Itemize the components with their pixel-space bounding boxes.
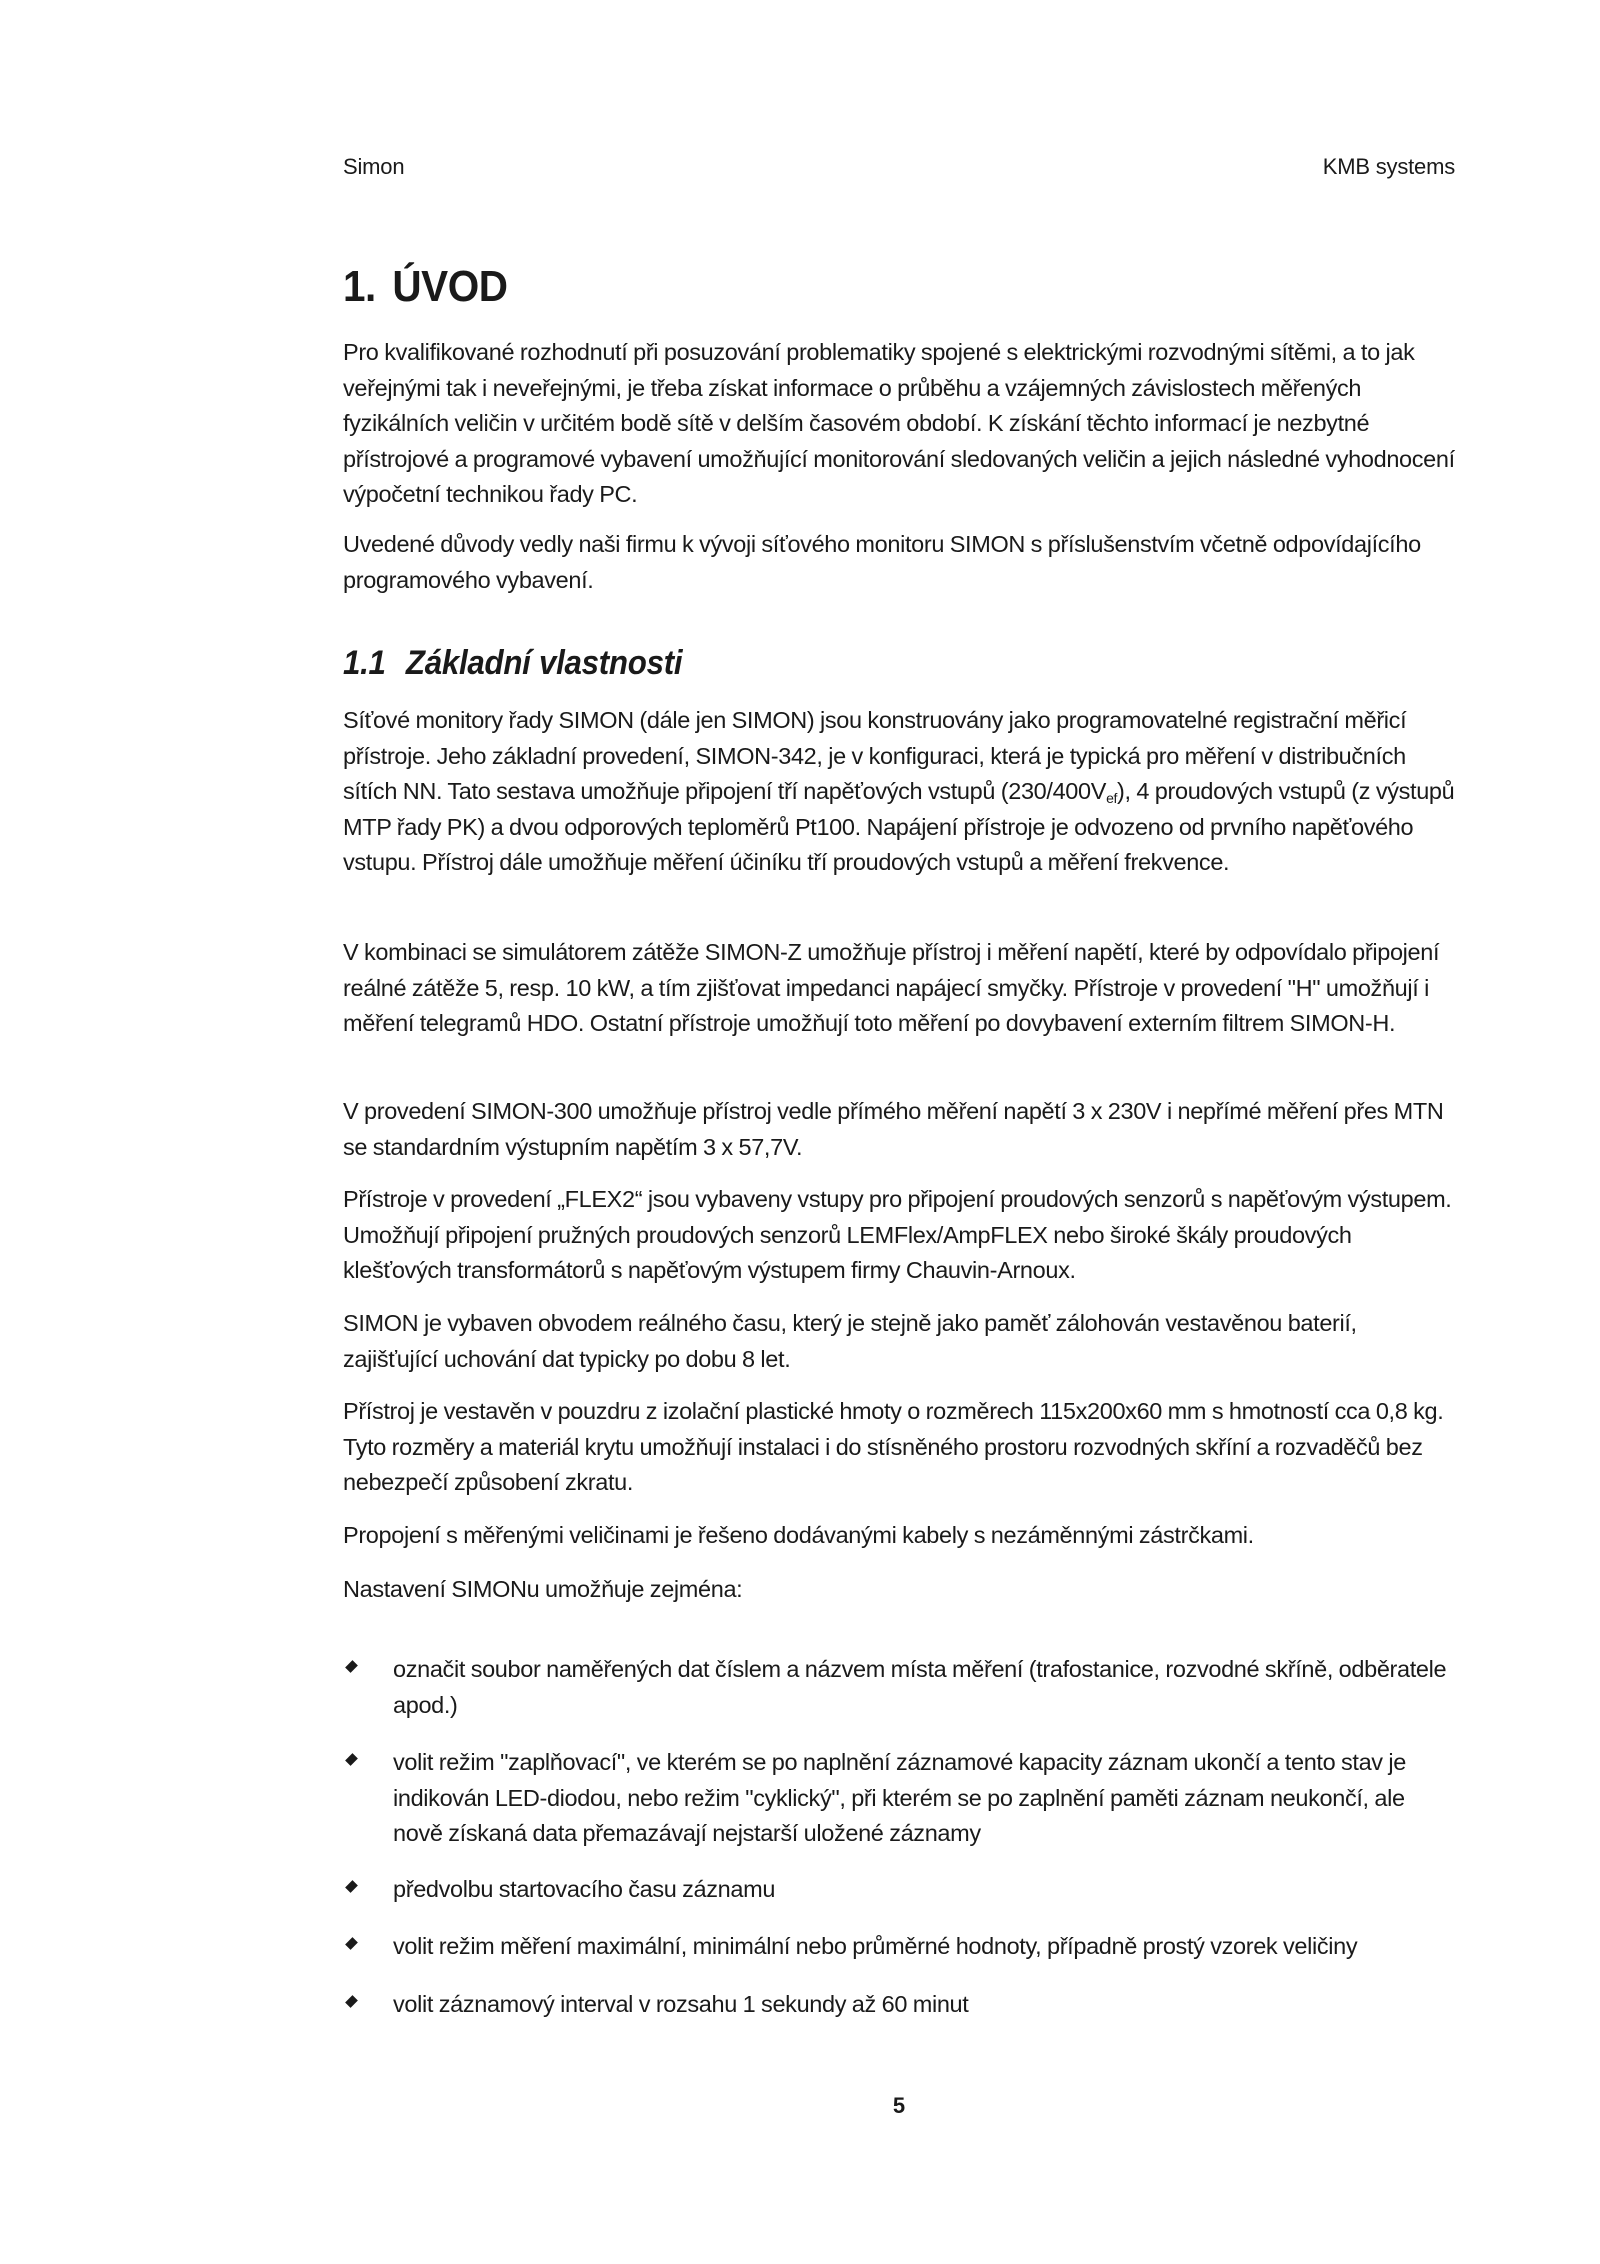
chapter-heading (343, 262, 508, 312)
diamond-bullet-icon (345, 1997, 358, 2010)
p1-part-b: ), 4 proudových vstupů (z výstupů MTP řady PK) a dvou odporových teploměrů Pt100. Napájení přístroje je odvozeno od prvního napěťového vstupu. Přístroj dále umožňuje měření účiníku tří proudových vstupů a měření frekvence. (343, 778, 1455, 876)
list-item-text: označit soubor naměřených dat číslem a názvem místa měření (trafostanice, rozvodné skříně, odběratele apod.) (393, 1656, 1447, 1718)
chapter-title: ÚVOD (392, 262, 508, 311)
p1-subscript: ef (1106, 790, 1118, 807)
list-item-text: volit režim "zaplňovací", ve kterém se po naplnění záznamové kapacity záznam ukončí a tento stav je indikován LED-diodou, nebo režim "cyklický", při kterém se po zaplnění paměti záznam neukončí, ale nově získaná data přemazávají nejstarší uložené záznamy (393, 1749, 1406, 1847)
section-paragraph-8: Nastavení SIMONu umožňuje zejména: (343, 1576, 743, 1602)
p1-part-a: Síťové monitory řady SIMON (dále jen SIMON) jsou konstruovány jako programovatelné registrační měřicí přístroje. Jeho základní provedení, SIMON-342, je v konfiguraci, která je typická pro měření v distribučních sítích NN. Tato sestava umožňuje připojení tří napěťových vstupů (230/400V (343, 707, 1407, 805)
section-paragraph-3: V provedení SIMON-300 umožňuje přístroj vedle přímého měření napětí 3 x 230V i nepřímé měření přes MTN se standardním výstupním napětím 3 x 57,7V. (343, 1098, 1444, 1160)
list-item-text: volit režim měření maximální, minimální nebo průměrné hodnoty, případně prostý vzorek veličiny (393, 1933, 1358, 1959)
diamond-bullet-icon (345, 1939, 358, 1952)
section-title: Základní vlastnosti (405, 644, 683, 682)
section-paragraph-7: Propojení s měřenými veličinami je řešeno dodávanými kabely s nezáměnnými zástrčkami. (343, 1522, 1254, 1548)
intro-paragraph-1: Pro kvalifikované rozhodnutí při posuzování problematiky spojené s elektrickými rozvodnými sítěmi, a to jak veřejnými tak i neveřejnými, je třeba získat informace o průběhu a vzájemných závislostech měřených fyzikálních veličin v určitém bodě sítě v delším časovém období. K získání těchto informací je nezbytné přístrojové a programové vybavení umožňující monitorování sledovaných veličin a jejich následné vyhodnocení výpočetní technikou řady PC. (343, 339, 1455, 508)
chapter-number: 1. (343, 262, 376, 311)
list-item-text: volit záznamový interval v rozsahu 1 sekundy až 60 minut (393, 1991, 969, 2017)
section-number: 1.1 (343, 644, 386, 682)
diamond-bullet-icon (345, 1662, 358, 1675)
header-left: Simon (343, 154, 405, 179)
diamond-bullet-icon (345, 1755, 358, 1768)
diamond-bullet-icon (345, 1882, 358, 1895)
section-paragraph-6: Přístroj je vestavěn v pouzdru z izolační plastické hmoty o rozměrech 115x200x60 mm s hmotností cca 0,8 kg. Tyto rozměry a materiál krytu umožňují instalaci i do stísněného prostoru rozvodných skříní a rozvaděčů bez nebezpečí způsobení zkratu. (343, 1398, 1444, 1496)
section-paragraph-5: SIMON je vybaven obvodem reálného času, který je stejně jako paměť zálohován vestavěnou baterií, zajišťující uchování dat typicky po dobu 8 let. (343, 1310, 1357, 1372)
header-right: KMB systems (1322, 154, 1455, 179)
section-heading (343, 644, 682, 683)
page-number: 5 (892, 2093, 906, 2118)
running-header (343, 154, 1455, 184)
intro-paragraph-2: Uvedené důvody vedly naši firmu k vývoji síťového monitoru SIMON s příslušenstvím včetně odpovídajícího programového vybavení. (343, 531, 1421, 593)
section-paragraph-1 (343, 703, 1455, 881)
section-paragraph-4: Přístroje v provedení „FLEX2“ jsou vybaveny vstupy pro připojení proudových senzorů s napěťovým výstupem. Umožňují připojení pružných proudových senzorů LEMFlex/AmpFLEX nebo široké škály proudových klešťových transformátorů s napěťovým výstupem firmy Chauvin-Arnoux. (343, 1186, 1452, 1284)
section-paragraph-2: V kombinaci se simulátorem zátěže SIMON-Z umožňuje přístroj i měření napětí, které by odpovídalo připojení reálné zátěže 5, resp. 10 kW, a tím zjišťovat impedanci napájecí smyčky. Přístroje v provedení "H" umožňují i měření telegramů HDO. Ostatní přístroje umožňují toto měření po dovybavení externím filtrem SIMON-H. (343, 939, 1440, 1037)
list-item-text: předvolbu startovacího času záznamu (393, 1876, 776, 1902)
